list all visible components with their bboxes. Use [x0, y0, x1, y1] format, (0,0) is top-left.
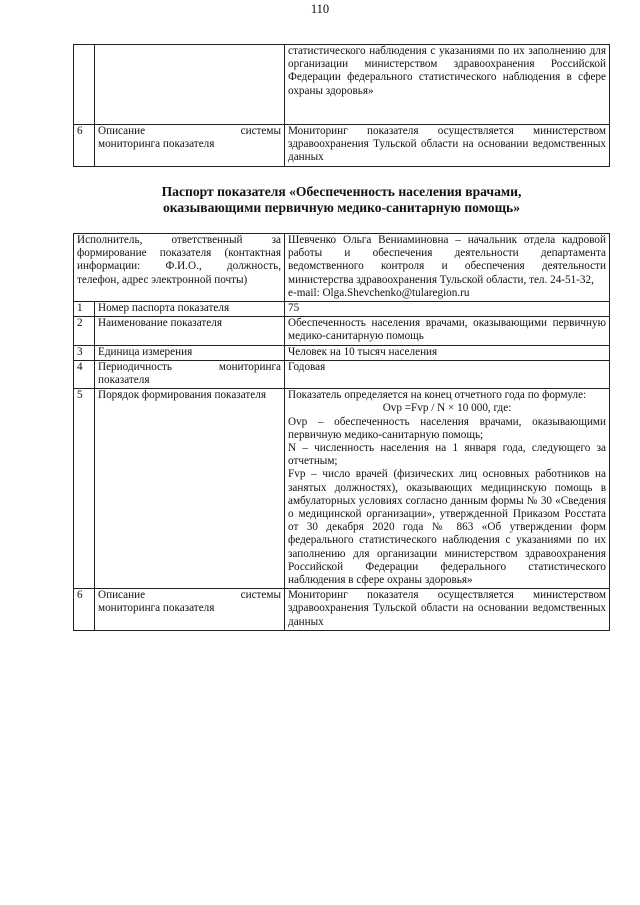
definition-n: N – численность населения на 1 января года, следующего за отчетным; — [288, 442, 606, 468]
row-label-line1: Описание системы — [98, 589, 281, 602]
executor-email: e-mail: Olga.Shevchenko@tularegion.ru — [288, 286, 470, 299]
continuation-text: статистического наблюдения с указаниями по их заполнению для организации министерством здравоохранения Российской Федерации федерального статистического наблюдения в сфере охраны здоровья» — [285, 45, 610, 125]
definition-o: Оvp – обеспеченность населения врачами, оказывающими первичную медико-санитарную помощь; — [288, 415, 606, 441]
table-row — [74, 360, 610, 388]
table-cell-empty — [74, 45, 95, 125]
row-number: 2 — [74, 317, 95, 345]
row-label: Номер паспорта показателя — [95, 302, 285, 317]
row-value: Человек на 10 тысяч населения — [285, 345, 610, 360]
executor-label: Исполнитель, ответственный за формирование показателя (контактная информации: Ф.И.О., должность, телефон, адрес электронной почты) — [74, 234, 285, 302]
row-label-line1: Описание системы — [98, 125, 281, 137]
row-value: 75 — [285, 302, 610, 317]
row-value: Мониторинг показателя осуществляется министерством здравоохранения Тульской области на основании ведомственных данных — [285, 589, 610, 631]
table-row — [74, 302, 610, 317]
table-row — [74, 125, 610, 167]
row-label: Наименование показателя — [95, 317, 285, 345]
page-number: 110 — [310, 2, 330, 16]
table-row — [74, 589, 610, 631]
row-value: Годовая — [285, 360, 610, 388]
continued-table — [73, 44, 610, 167]
table-row — [74, 389, 610, 589]
row-number: 1 — [74, 302, 95, 317]
formula-intro: Показатель определяется на конец отчетного года по формуле: — [288, 389, 587, 402]
row-number: 6 — [74, 125, 95, 167]
definition-f: Fvp – число врачей (физических лиц основных работников на занятых должностях), оказывающих медицинскую помощь в амбулаторных условиях согласно данным формы № 30 «Сведения о медицинской организации», утвержденной Приказом Росстата от 30 декабря 2020 года № 863 «Об утверждении форм федерального статистического наблюдения с указаниями по их заполнению для организации министерством здравоохранения Российской Федерации федерального статистического наблюдения в сфере охраны здоровья» — [288, 468, 606, 587]
row-value: Обеспеченность населения врачами, оказывающими первичную медико-санитарную помощь — [285, 317, 610, 345]
table-cell-empty — [95, 45, 285, 125]
row-label: Периодичность мониторинга показателя — [95, 360, 285, 388]
passport-title — [73, 184, 610, 216]
formula: Оvp =Fvp / N × 10 000, где: — [382, 402, 512, 415]
row-label — [95, 589, 285, 631]
row-number: 6 — [74, 589, 95, 631]
table-row — [74, 45, 610, 125]
row-label-line2: мониторинга показателя — [98, 602, 215, 615]
row-number: 3 — [74, 345, 95, 360]
table-row — [74, 234, 610, 302]
title-line-1: Паспорт показателя «Обеспеченность населения врачами, — [161, 184, 522, 199]
table-row — [74, 345, 610, 360]
row-label — [95, 125, 285, 167]
passport-table — [73, 233, 610, 631]
row-number: 5 — [74, 389, 95, 589]
row-value: Мониторинг показателя осуществляется министерством здравоохранения Тульской области на основании ведомственных данных — [285, 125, 610, 167]
row-value — [285, 389, 610, 589]
table-row — [74, 317, 610, 345]
row-label: Единица измерения — [95, 345, 285, 360]
executor-details: Шевченко Ольга Вениаминовна – начальник отдела кадровой работы и обеспечения деятельности департамента ведомственного контроля и обеспечения деятельности министерства здравоохранения Тульской области, тел. 24-51-32, — [288, 234, 606, 286]
title-line-2: оказывающими первичную медико-санитарную помощь» — [162, 200, 521, 215]
executor-value — [285, 234, 610, 302]
row-number: 4 — [74, 360, 95, 388]
row-label: Порядок формирования показателя — [95, 389, 285, 589]
row-label-line2: мониторинга показателя — [98, 138, 215, 151]
